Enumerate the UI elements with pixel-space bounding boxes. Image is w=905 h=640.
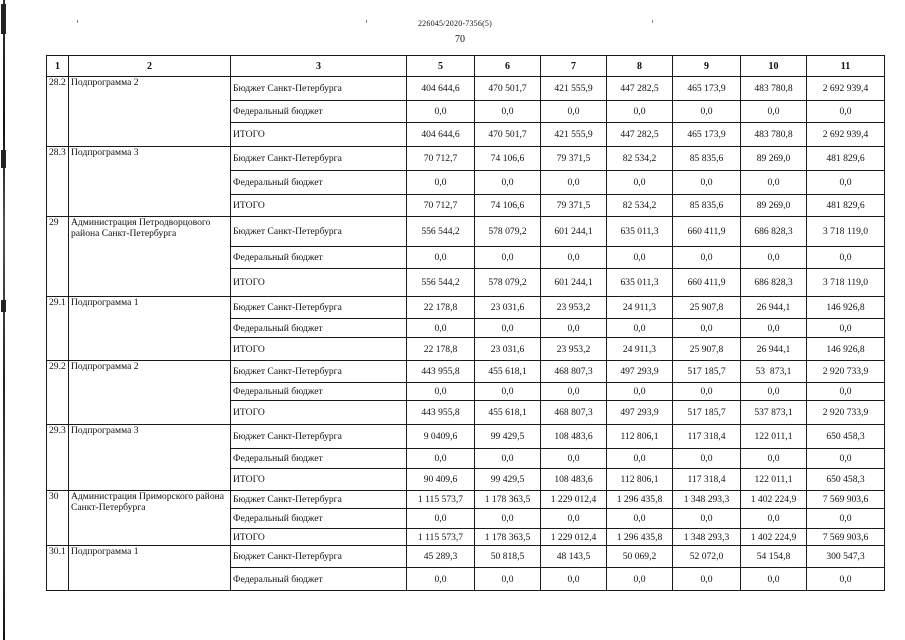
value-cell: 1 178 363,5	[475, 529, 541, 546]
funding-source: Бюджет Санкт-Петербурга	[231, 217, 407, 247]
value-cell: 650 458,3	[807, 425, 885, 449]
value-cell: 660 411,9	[673, 217, 741, 247]
value-cell: 601 244,1	[541, 217, 607, 247]
value-cell: 108 483,6	[541, 425, 607, 449]
column-header: 2	[69, 56, 231, 77]
value-cell: 483 780,8	[741, 77, 807, 101]
value-cell: 468 807,3	[541, 361, 607, 383]
value-cell: 0,0	[673, 247, 741, 269]
value-cell: 635 011,3	[607, 217, 673, 247]
value-cell: 470 501,7	[475, 123, 541, 147]
value-cell: 578 079,2	[475, 217, 541, 247]
value-cell: 601 244,1	[541, 269, 607, 297]
funding-source: Бюджет Санкт-Петербурга	[231, 546, 407, 568]
value-cell: 146 926,8	[807, 338, 885, 361]
value-cell: 85 835,6	[673, 147, 741, 171]
value-cell: 74 106,6	[475, 195, 541, 217]
table-row	[47, 361, 885, 383]
value-cell: 23 031,6	[475, 297, 541, 319]
value-cell: 7 569 903,6	[807, 529, 885, 546]
value-cell: 0,0	[475, 383, 541, 401]
value-cell: 447 282,5	[607, 123, 673, 147]
scan-edge-mark	[1, 150, 6, 168]
funding-source: Бюджет Санкт-Петербурга	[231, 361, 407, 383]
row-number: 29.3	[47, 425, 69, 491]
column-header: 7	[541, 56, 607, 77]
value-cell: 108 483,6	[541, 469, 607, 491]
value-cell: 23 953,2	[541, 297, 607, 319]
value-cell: 0,0	[673, 319, 741, 338]
funding-source: ИТОГО	[231, 269, 407, 297]
value-cell: 0,0	[475, 319, 541, 338]
value-cell: 0,0	[607, 509, 673, 529]
funding-source: Федеральный бюджет	[231, 247, 407, 269]
value-cell: 24 911,3	[607, 297, 673, 319]
value-cell: 3 718 119,0	[807, 217, 885, 247]
value-cell: 89 269,0	[741, 147, 807, 171]
value-cell: 3 718 119,0	[807, 269, 885, 297]
funding-source: Бюджет Санкт-Петербурга	[231, 491, 407, 509]
row-number: 30.1	[47, 546, 69, 591]
value-cell: 70 712,7	[407, 195, 475, 217]
row-name: Подпрограмма 1	[69, 297, 231, 361]
value-cell: 25 907,8	[673, 338, 741, 361]
value-cell: 79 371,5	[541, 147, 607, 171]
value-cell: 85 835,6	[673, 195, 741, 217]
column-header: 11	[807, 56, 885, 77]
funding-source: Федеральный бюджет	[231, 449, 407, 469]
table-row	[47, 491, 885, 509]
value-cell: 0,0	[475, 509, 541, 529]
value-cell: 404 644,6	[407, 123, 475, 147]
value-cell: 0,0	[807, 383, 885, 401]
row-number: 29.2	[47, 361, 69, 425]
value-cell: 26 944,1	[741, 338, 807, 361]
value-cell: 0,0	[541, 383, 607, 401]
value-cell: 0,0	[407, 568, 475, 591]
value-cell: 0,0	[541, 247, 607, 269]
value-cell: 470 501,7	[475, 77, 541, 101]
value-cell: 24 911,3	[607, 338, 673, 361]
value-cell: 0,0	[407, 449, 475, 469]
value-cell: 0,0	[673, 171, 741, 195]
value-cell: 52 072,0	[673, 546, 741, 568]
budget-table	[46, 55, 885, 591]
value-cell: 0,0	[807, 449, 885, 469]
value-cell: 1 348 293,3	[673, 491, 741, 509]
value-cell: 0,0	[541, 509, 607, 529]
value-cell: 0,0	[741, 449, 807, 469]
funding-source: Федеральный бюджет	[231, 509, 407, 529]
value-cell: 1 115 573,7	[407, 529, 475, 546]
value-cell: 0,0	[407, 247, 475, 269]
value-cell: 0,0	[673, 509, 741, 529]
row-number: 30	[47, 491, 69, 546]
funding-source: ИТОГО	[231, 338, 407, 361]
value-cell: 0,0	[541, 171, 607, 195]
value-cell: 0,0	[807, 247, 885, 269]
value-cell: 9 0409,6	[407, 425, 475, 449]
value-cell: 421 555,9	[541, 123, 607, 147]
value-cell: 0,0	[475, 247, 541, 269]
funding-source: Бюджет Санкт-Петербурга	[231, 147, 407, 171]
row-number: 28.2	[47, 77, 69, 147]
value-cell: 82 534,2	[607, 195, 673, 217]
table-body	[47, 77, 885, 591]
value-cell: 117 318,4	[673, 469, 741, 491]
value-cell: 481 829,6	[807, 147, 885, 171]
table-row	[47, 425, 885, 449]
value-cell: 1 402 224,9	[741, 529, 807, 546]
value-cell: 22 178,8	[407, 297, 475, 319]
value-cell: 82 534,2	[607, 147, 673, 171]
value-cell: 483 780,8	[741, 123, 807, 147]
value-cell: 650 458,3	[807, 469, 885, 491]
value-cell: 0,0	[475, 449, 541, 469]
value-cell: 1 296 435,8	[607, 529, 673, 546]
value-cell: 0,0	[807, 568, 885, 591]
value-cell: 660 411,9	[673, 269, 741, 297]
value-cell: 481 829,6	[807, 195, 885, 217]
value-cell: 112 806,1	[607, 425, 673, 449]
column-header: 5	[407, 56, 475, 77]
value-cell: 79 371,5	[541, 195, 607, 217]
value-cell: 1 296 435,8	[607, 491, 673, 509]
value-cell: 0,0	[407, 383, 475, 401]
page-number: 70	[455, 34, 465, 45]
value-cell: 0,0	[607, 383, 673, 401]
value-cell: 465 173,9	[673, 77, 741, 101]
row-name: Подпрограмма 2	[69, 361, 231, 425]
value-cell: 2 920 733,9	[807, 361, 885, 383]
value-cell: 465 173,9	[673, 123, 741, 147]
scan-edge-artifact	[3, 0, 5, 640]
value-cell: 404 644,6	[407, 77, 475, 101]
value-cell: 686 828,3	[741, 217, 807, 247]
value-cell: 0,0	[673, 449, 741, 469]
value-cell: 0,0	[541, 101, 607, 123]
value-cell: 0,0	[741, 568, 807, 591]
column-header: 8	[607, 56, 673, 77]
value-cell: 1 229 012,4	[541, 491, 607, 509]
value-cell: 22 178,8	[407, 338, 475, 361]
funding-source: ИТОГО	[231, 529, 407, 546]
value-cell: 497 293,9	[607, 401, 673, 425]
value-cell: 50 818,5	[475, 546, 541, 568]
value-cell: 556 544,2	[407, 269, 475, 297]
value-cell: 0,0	[607, 247, 673, 269]
value-cell: 0,0	[673, 383, 741, 401]
value-cell: 0,0	[407, 509, 475, 529]
value-cell: 1 229 012,4	[541, 529, 607, 546]
value-cell: 455 618,1	[475, 401, 541, 425]
value-cell: 578 079,2	[475, 269, 541, 297]
value-cell: 54 154,8	[741, 546, 807, 568]
column-header: 10	[741, 56, 807, 77]
table-row	[47, 217, 885, 247]
column-header: 9	[673, 56, 741, 77]
table-row	[47, 546, 885, 568]
value-cell: 537 873,1	[741, 401, 807, 425]
value-cell: 89 269,0	[741, 195, 807, 217]
value-cell: 0,0	[541, 449, 607, 469]
value-cell: 25 907,8	[673, 297, 741, 319]
row-name: Администрация Петродворцового района Санкт-Петербурга	[69, 217, 231, 297]
value-cell: 0,0	[741, 171, 807, 195]
value-cell: 0,0	[607, 171, 673, 195]
funding-source: Федеральный бюджет	[231, 171, 407, 195]
value-cell: 1 402 224,9	[741, 491, 807, 509]
value-cell: 99 429,5	[475, 469, 541, 491]
funding-source: Бюджет Санкт-Петербурга	[231, 425, 407, 449]
value-cell: 0,0	[607, 101, 673, 123]
value-cell: 635 011,3	[607, 269, 673, 297]
table-row	[47, 297, 885, 319]
funding-source: Федеральный бюджет	[231, 101, 407, 123]
value-cell: 50 069,2	[607, 546, 673, 568]
value-cell: 0,0	[741, 319, 807, 338]
value-cell: 117 318,4	[673, 425, 741, 449]
funding-source: ИТОГО	[231, 401, 407, 425]
value-cell: 23 953,2	[541, 338, 607, 361]
value-cell: 146 926,8	[807, 297, 885, 319]
row-name: Подпрограмма 3	[69, 147, 231, 217]
value-cell: 0,0	[741, 101, 807, 123]
value-cell: 0,0	[607, 568, 673, 591]
document-id: 226045/2020-7356(5)	[417, 19, 492, 28]
value-cell: 0,0	[407, 171, 475, 195]
value-cell: 0,0	[741, 247, 807, 269]
value-cell: 443 955,8	[407, 401, 475, 425]
value-cell: 556 544,2	[407, 217, 475, 247]
value-cell: 517 185,7	[673, 401, 741, 425]
value-cell: 497 293,9	[607, 361, 673, 383]
value-cell: 0,0	[807, 319, 885, 338]
value-cell: 0,0	[407, 319, 475, 338]
value-cell: 2 920 733,9	[807, 401, 885, 425]
column-header: 3	[231, 56, 407, 77]
value-cell: 7 569 903,6	[807, 491, 885, 509]
table-row	[47, 147, 885, 171]
value-cell: 26 944,1	[741, 297, 807, 319]
funding-source: Бюджет Санкт-Петербурга	[231, 77, 407, 101]
value-cell: 90 409,6	[407, 469, 475, 491]
row-number: 29.1	[47, 297, 69, 361]
value-cell: 2 692 939,4	[807, 77, 885, 101]
value-cell: 1 178 363,5	[475, 491, 541, 509]
value-cell: 0,0	[475, 101, 541, 123]
value-cell: 0,0	[807, 509, 885, 529]
funding-source: ИТОГО	[231, 123, 407, 147]
row-number: 28.3	[47, 147, 69, 217]
value-cell: 0,0	[541, 568, 607, 591]
header-row	[47, 56, 885, 77]
value-cell: 99 429,5	[475, 425, 541, 449]
value-cell: 686 828,3	[741, 269, 807, 297]
value-cell: 74 106,6	[475, 147, 541, 171]
value-cell: 48 143,5	[541, 546, 607, 568]
value-cell: 300 547,3	[807, 546, 885, 568]
value-cell: 447 282,5	[607, 77, 673, 101]
value-cell: 0,0	[673, 568, 741, 591]
value-cell: 421 555,9	[541, 77, 607, 101]
funding-source: Федеральный бюджет	[231, 568, 407, 591]
value-cell: 1 115 573,7	[407, 491, 475, 509]
table-row	[47, 77, 885, 101]
value-cell: 0,0	[741, 383, 807, 401]
row-name: Подпрограмма 2	[69, 77, 231, 147]
row-name: Подпрограмма 3	[69, 425, 231, 491]
funding-source: Федеральный бюджет	[231, 319, 407, 338]
value-cell: 0,0	[607, 319, 673, 338]
value-cell: 0,0	[475, 568, 541, 591]
value-cell: 443 955,8	[407, 361, 475, 383]
value-cell: 2 692 939,4	[807, 123, 885, 147]
row-name: Подпрограмма 1	[69, 546, 231, 591]
value-cell: 0,0	[673, 101, 741, 123]
value-cell: 122 011,1	[741, 425, 807, 449]
value-cell: 45 289,3	[407, 546, 475, 568]
value-cell: 0,0	[541, 319, 607, 338]
value-cell: 517 185,7	[673, 361, 741, 383]
value-cell: 455 618,1	[475, 361, 541, 383]
value-cell: 1 348 293,3	[673, 529, 741, 546]
value-cell: 0,0	[807, 101, 885, 123]
value-cell: 0,0	[407, 101, 475, 123]
value-cell: 23 031,6	[475, 338, 541, 361]
funding-source: ИТОГО	[231, 195, 407, 217]
value-cell: 53 873,1	[741, 361, 807, 383]
value-cell: 112 806,1	[607, 469, 673, 491]
scan-edge-mark	[1, 300, 6, 312]
row-name: Администрация Приморского района Санкт-Петербурга	[69, 491, 231, 546]
value-cell: 0,0	[607, 449, 673, 469]
funding-source: ИТОГО	[231, 469, 407, 491]
value-cell: 0,0	[741, 509, 807, 529]
value-cell: 70 712,7	[407, 147, 475, 171]
value-cell: 0,0	[807, 171, 885, 195]
row-number: 29	[47, 217, 69, 297]
funding-source: Бюджет Санкт-Петербурга	[231, 297, 407, 319]
funding-source: Федеральный бюджет	[231, 383, 407, 401]
value-cell: 0,0	[475, 171, 541, 195]
value-cell: 468 807,3	[541, 401, 607, 425]
column-header: 6	[475, 56, 541, 77]
column-header: 1	[47, 56, 69, 77]
value-cell: 122 011,1	[741, 469, 807, 491]
